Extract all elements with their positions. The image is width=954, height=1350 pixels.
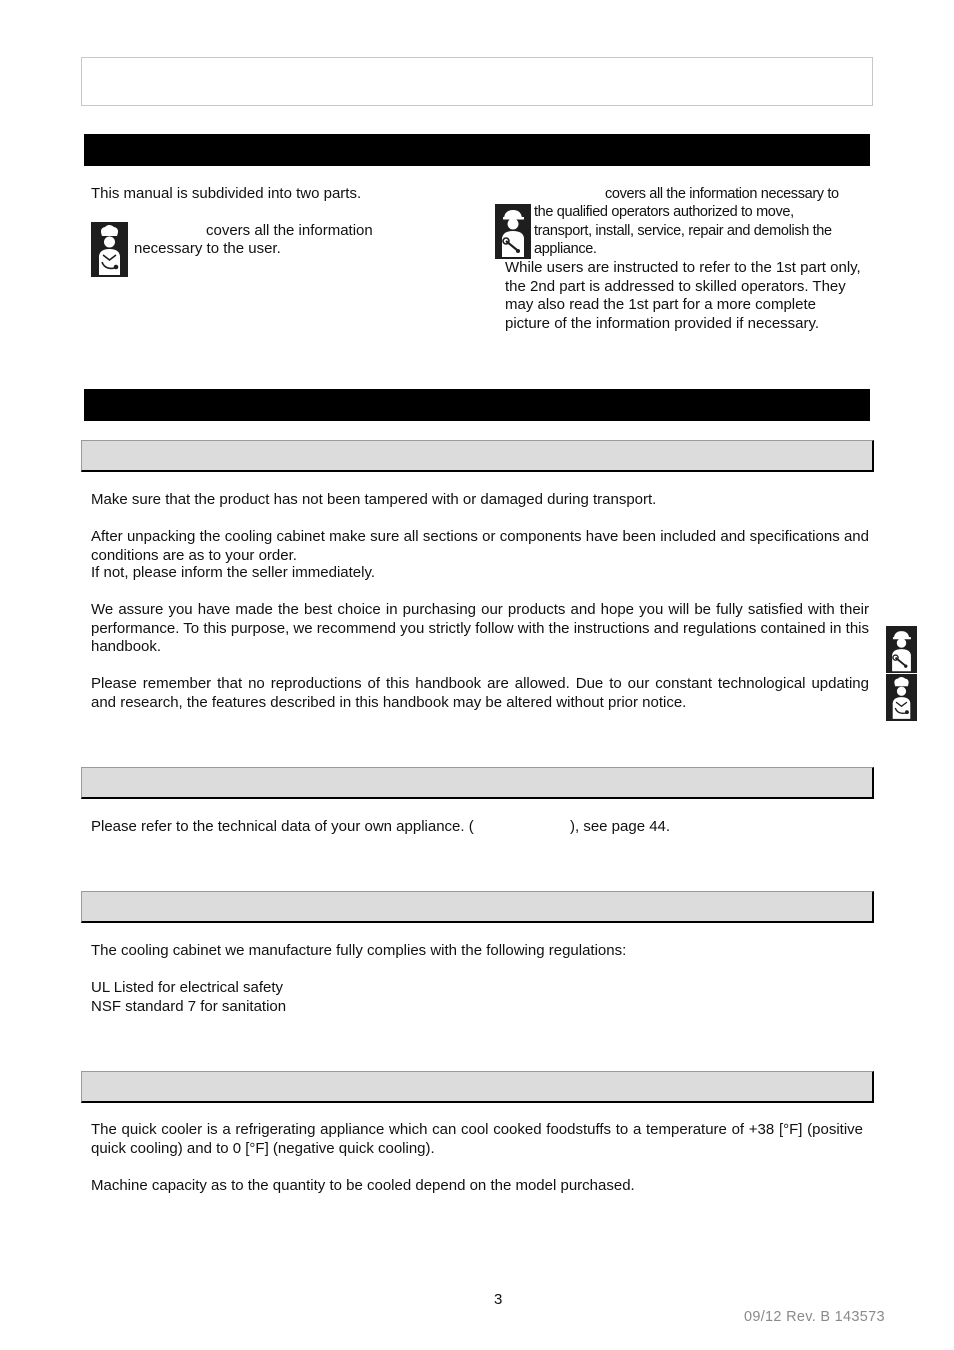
part2-line-1: covers all the information necessary to [605, 186, 839, 202]
s4-paragraph-1: The quick cooler is a refrigerating appliance which can cool cooked foodstuffs to a temperature of +38 [°F] (positive quick cooling) and to 0 [°F] (negative quick cooling). [91, 1121, 863, 1157]
subsection-bar-1 [81, 440, 874, 472]
subsection-bar-4 [81, 1071, 874, 1103]
s1-paragraph-2b: If not, please inform the seller immediately. [91, 564, 376, 581]
s3-paragraph: The cooling cabinet we manufacture fully complies with the following regulations: [91, 942, 627, 959]
intro-text: This manual is subdivided into two parts. [91, 185, 362, 202]
header-box [81, 57, 873, 106]
chef-icon [886, 674, 917, 721]
section-bar-general-info [84, 389, 870, 421]
part1-text-b: necessary to the user. [134, 240, 281, 257]
s2-paragraph-b: ), see page 44. [570, 818, 671, 835]
s3-list-item-2: NSF standard 7 for sanitation [91, 998, 287, 1015]
page-number: 3 [494, 1291, 503, 1308]
technician-icon [886, 626, 917, 673]
technician-icon [495, 204, 531, 259]
part2-paragraph: While users are instructed to refer to the 1st part only, the 2nd part is addressed to skilled operators. They may also read the 1st part for a more complete picture of the information provided if necessary. [505, 259, 861, 332]
s2-paragraph-a: Please refer to the technical data of your own appliance. ( [91, 818, 474, 835]
part2-line-2: the qualified operators authorized to move, [534, 204, 794, 220]
s1-paragraph-1: Make sure that the product has not been tampered with or damaged during transport. [91, 491, 657, 508]
section-bar-manual-structure [84, 134, 870, 166]
part2-line-3: transport, install, service, repair and demolish the [534, 223, 832, 239]
part1-text-a: covers all the information [206, 222, 373, 239]
s1-paragraph-4: Please remember that no reproductions of this handbook are allowed. Due to our constant technological updating and research, the features described in this handbook may be altered without prior notice. [91, 675, 869, 711]
s3-list-item-1: UL Listed for electrical safety [91, 979, 284, 996]
s1-paragraph-2: After unpacking the cooling cabinet make sure all sections or components have been included and specifications and conditions are as to your order. [91, 528, 869, 564]
part2-line-4: appliance. [534, 241, 597, 257]
chef-icon [91, 222, 128, 277]
revision-label: 09/12 Rev. B 143573 [744, 1309, 885, 1325]
s1-paragraph-3: We assure you have made the best choice in purchasing our products and hope you will be fully satisfied with their performance. To this purpose, we recommend you strictly follow with the instructions and regulations contained in this handbook. [91, 601, 869, 655]
subsection-bar-3 [81, 891, 874, 923]
subsection-bar-2 [81, 767, 874, 799]
s4-paragraph-2: Machine capacity as to the quantity to be cooled depend on the model purchased. [91, 1177, 635, 1194]
